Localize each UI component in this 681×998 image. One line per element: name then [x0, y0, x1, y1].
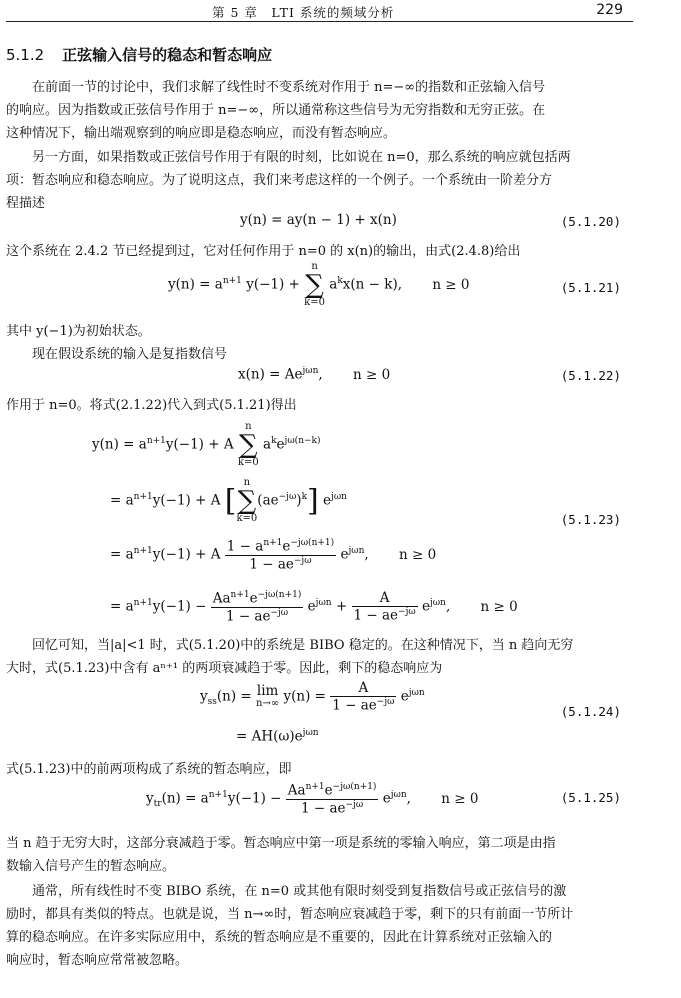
- text-line: 响应时，暂态响应常常被忽略。: [6, 953, 189, 968]
- section-title: 正弦输入信号的稳态和暂态响应: [62, 46, 273, 64]
- equation-number: (5.1.21): [560, 280, 621, 295]
- header-rule: [6, 21, 633, 22]
- equation-number: (5.1.23): [560, 512, 621, 527]
- text-line: 通常，所有线性时不变 BIBO 系统，在 n=0 或其他有限时刻受到复指数信号或正弦信号的激: [6, 884, 567, 899]
- equation-number: (5.1.24): [560, 704, 621, 719]
- equation-5-1-23-line2: = $a^{n+1}y(-1) + A$ [ n ∑ k=0 $(ae^{-j\omega})^k$] $e^{j\omega n}$: [110, 477, 347, 524]
- equation-number: (5.1.20): [560, 214, 621, 229]
- equation-5-1-22: $x(n) = Ae^{j\omega n}$, n ≥ 0: [238, 366, 391, 383]
- text-line: 励时，都具有类似的特点。也就是说，当 n→∞时，暂态响应衰减趋于零，剩下的只有前面一节所计: [6, 907, 574, 922]
- equation-5-1-21: $y(n) = a^{n+1}$ y(−1) + n ∑ k=0 $a^kx(n - k)$, n ≥ 0: [168, 261, 470, 308]
- page-number: 229: [596, 2, 623, 18]
- text-line: 作用于 n=0。将式(2.1.22)代入到式(5.1.21)得出: [6, 398, 297, 413]
- text-line: 程描述: [6, 196, 46, 211]
- text-line: 现在假设系统的输入是复指数信号: [6, 347, 228, 362]
- equation-number: (5.1.25): [560, 790, 621, 805]
- equation-5-1-23-line4: = $a^{n+1}y(-1)$ − $\frac{Aa^{n+1}e^{-j\omega(n+1)}}{1 - ae^{-j\omega}}$ $e^{j\omega n}$ + $\frac{A}{1 - ae^{-j\omega}}$ $e^{j\omega n}$, n ≥ 0: [110, 590, 518, 624]
- equation-5-1-25: $y_{tr}(n) = a^{n+1}y(-1)$ − $\frac{Aa^{n+1}e^{-j\omega(n+1)}}{1 - ae^{-j\omega}}$ $e^{j\omega n}$, n ≥ 0: [146, 782, 479, 816]
- text-line: 数输入信号产生的暂态响应。: [6, 859, 176, 874]
- text-line: 在前面一节的讨论中，我们求解了线性时不变系统对作用于 n=−∞的指数和正弦输入信号: [6, 80, 546, 95]
- text-line: 的响应。因为指数或正弦信号作用于 n=−∞，所以通常称这些信号为无穷指数和无穷正弦。在: [6, 103, 546, 118]
- equation-number: (5.1.22): [560, 368, 621, 383]
- text-line: 当 n 趋于无穷大时，这部分衰减趋于零。暂态响应中第一项是系统的零输入响应，第二项是由指: [6, 836, 556, 851]
- text-line: 其中 y(−1)为初始状态。: [6, 324, 151, 339]
- text-line: 回忆可知，当|a|<1 时，式(5.1.20)中的系统是 BIBO 稳定的。在这种情况下，当 n 趋向无穷: [6, 638, 574, 653]
- equation-5-1-23-line3: = $a^{n+1}y(-1) + A$ $\frac{1 - a^{n+1}e^{-j\omega(n+1)}}{1 - ae^{-j\omega}}$ $e^{j\omega n}$, n ≥ 0: [110, 538, 437, 572]
- text-line: 式(5.1.23)中的前两项构成了系统的暂态响应，即: [6, 762, 292, 777]
- text-line: 这个系统在 2.4.2 节已经提到过，它对任何作用于 n=0 的 x(n)的输出，由式(2.4.8)给出: [6, 244, 521, 259]
- equation-5-1-23-line1: $y(n) = a^{n+1}y(-1) + A$ n ∑ k=0 $a^ke^{j\omega(n-k)}$: [92, 421, 321, 468]
- equation-5-1-20: y(n) = ay(n − 1) + x(n): [240, 212, 397, 228]
- chapter-title: 第 5 章 LTI 系统的频域分析: [212, 5, 395, 20]
- page-header: [0, 0, 681, 22]
- equation-5-1-24-line2: = $AH(\omega)e^{j\omega n}$: [236, 728, 319, 745]
- text-line: 另一方面，如果指数或正弦信号作用于有限的时刻，比如说在 n=0，那么系统的响应就包括两: [6, 150, 571, 165]
- text-line: 算的稳态响应。在许多实际应用中，系统的暂态响应是不重要的，因此在计算系统对正弦输入的: [6, 930, 553, 945]
- text-line: 这种情况下，输出端观察到的响应即是稳态响应，而没有暂态响应。: [6, 126, 397, 141]
- equation-5-1-24-line1: $y_{ss}(n) = \lim$ n→∞ y(n) = $\frac{A}{1 - ae^{-j\omega}}$ $e^{j\omega n}$: [200, 680, 425, 714]
- text-line: 大时，式(5.1.23)中含有 aⁿ⁺¹ 的两项衰减趋于零。因此，剩下的稳态响应为: [6, 661, 443, 676]
- section-heading: [6, 44, 272, 65]
- text-line: 项：暂态响应和稳态响应。为了说明这点，我们来考虑这样的一个例子。一个系统由一阶差分方: [6, 173, 553, 188]
- sum-symbol: n ∑ k=0: [304, 261, 325, 308]
- section-number: 5.1.2: [6, 46, 45, 64]
